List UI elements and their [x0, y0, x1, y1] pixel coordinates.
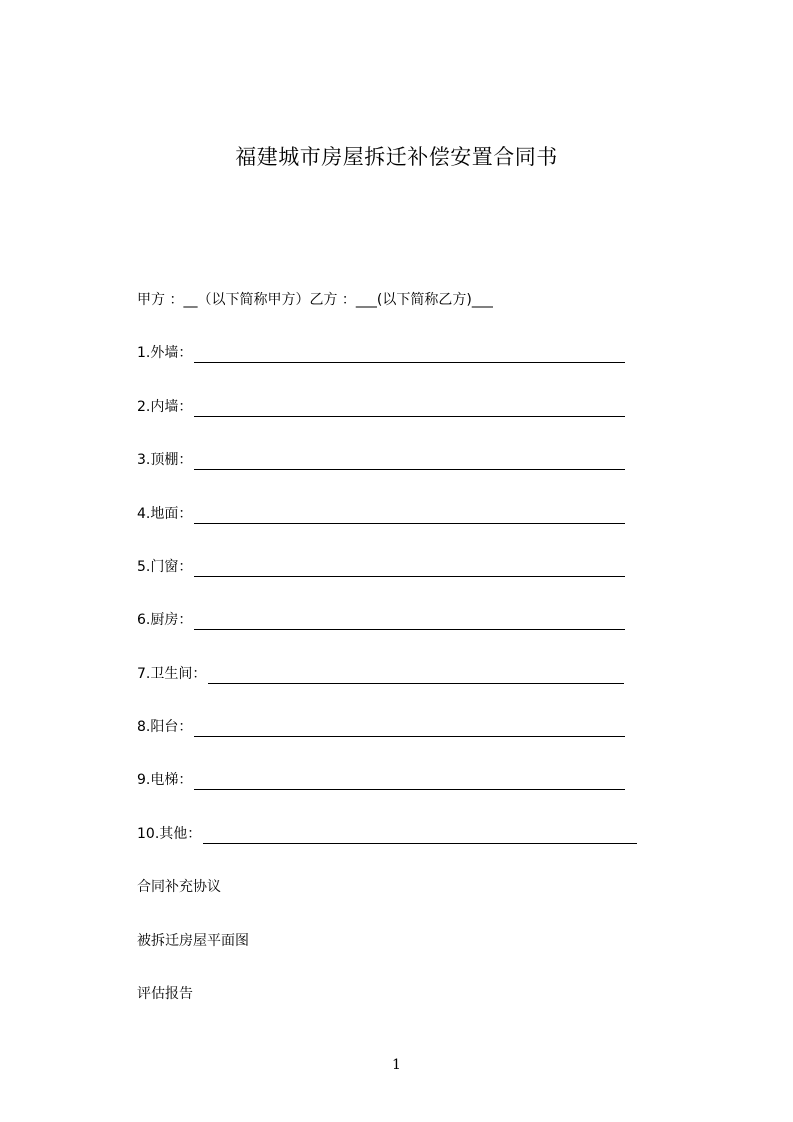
fill-in-blank [194, 346, 625, 363]
item-label: 2.内墙： [137, 399, 193, 415]
item-row-doors-windows [137, 557, 625, 577]
fill-in-blank [194, 773, 625, 790]
fill-in-blank [194, 453, 625, 470]
fill-in-blank [194, 560, 625, 577]
section-assessment-report: 评估报告 [137, 986, 193, 1002]
item-row-ceiling [137, 450, 625, 470]
item-row-other [137, 824, 637, 844]
item-label: 4.地面： [137, 506, 193, 522]
fill-in-blank [194, 400, 625, 417]
fill-in-blank [208, 667, 624, 684]
section-supplementary-agreement: 合同补充协议 [137, 879, 221, 895]
fill-in-blank [194, 720, 625, 737]
item-label: 8.阳台： [137, 719, 193, 735]
page-number: 1 [392, 1057, 401, 1073]
fill-in-blank [203, 827, 637, 844]
item-row-elevator [137, 770, 625, 790]
item-label: 3.顶棚： [137, 452, 193, 468]
item-row-interior-wall [137, 397, 625, 417]
item-row-floor [137, 504, 625, 524]
section-floor-plan: 被拆迁房屋平面图 [137, 933, 249, 949]
item-label: 5.门窗： [137, 559, 193, 575]
item-label: 10.其他： [137, 826, 202, 842]
item-row-exterior-wall [137, 343, 625, 363]
item-row-kitchen [137, 610, 625, 630]
item-label: 9.电梯： [137, 772, 193, 788]
fill-in-blank [194, 507, 625, 524]
item-label: 7.卫生间： [137, 666, 207, 682]
fill-in-blank [194, 613, 625, 630]
item-label: 6.厨房： [137, 612, 193, 628]
item-row-balcony [137, 717, 625, 737]
item-label: 1.外墙： [137, 345, 193, 361]
page-title: 福建城市房屋拆迁补偿安置合同书 [235, 145, 558, 169]
party-line: 甲方 ：__（以下简称甲方）乙方 ：___(以下简称乙方)___ [137, 292, 493, 308]
item-row-bathroom [137, 664, 624, 684]
